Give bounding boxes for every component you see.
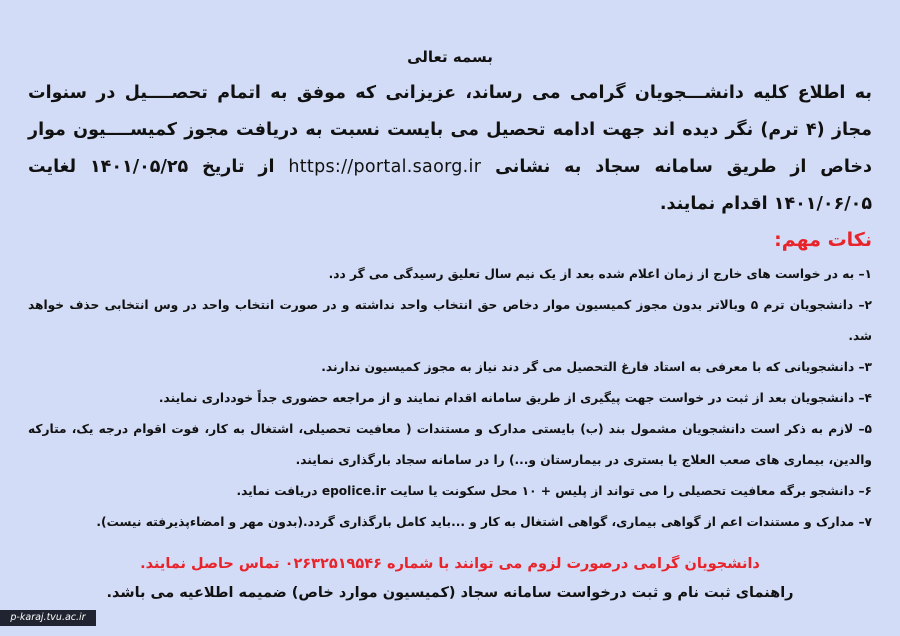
- registration-guide-line: راهنمای ثبت نام و ثبت درخواست سامانه سجاد (کمیسیون موارد خاص) ضمیمه اطلاعیه می باشد.: [106, 585, 794, 601]
- announcement-text-part2: از تاریخ ۱۴۰۱/۰۵/۲۵ لغایت ۱۴۰۱/۰۶/۰۵ اقدام نمایند.: [28, 157, 872, 214]
- note-item: ۲– دانشجویان ترم ۵ وبالاتر بدون مجوز کمیسیون موار دخاص حق انتخاب واحد نداشته و در صورت انتخاب واحد در وس انتخابی حذف خواهد شد.: [28, 298, 872, 343]
- footer: [28, 550, 872, 608]
- note-item: ۱– به در خواست های خارج از زمان اعلام شده بعد از یک نیم سال تعلیق رسیدگی می گر دد.: [328, 267, 872, 281]
- announcement-paragraph: [28, 75, 872, 223]
- site-watermark: p-karaj.tvu.ac.ir: [0, 610, 96, 626]
- contact-phone-line: دانشجویان گرامی درصورت لزوم می توانند با شماره ۰۲۶۳۲۵۱۹۵۴۶ تماس حاصل نمایند.: [140, 556, 760, 572]
- basmala-heading: بسمه تعالی: [407, 48, 493, 66]
- important-notes-heading: نکات مهم:: [774, 229, 872, 251]
- note-item: ۵– لازم به ذکر است دانشجویان مشمول بند (ب) بایستی مدارک و مستندات ( معافیت تحصیلی، اشتغال به کار، فوت اقوام درجه یک، متارکه والدین، بیماری های صعب العلاج یا بستری در بیمارستان و...) را در سامانه سجاد بارگذاری نمایند.: [28, 422, 872, 467]
- note-item: ۷– مدارک و مستندات اعم از گواهی بیماری، گواهی اشتغال به کار و ...باید کامل بارگذاری گردد.(بدون مهر و امضاءپذیرفته نیست).: [96, 515, 872, 529]
- announcement-document: [28, 0, 872, 608]
- note-item: ۳– دانشجویانی که با معرفی به استاد فارغ التحصیل می گر دند نیاز به مجوز کمیسیون ندارند.: [321, 360, 872, 374]
- portal-url: https://portal.saorg.ir: [288, 157, 482, 177]
- note-item: ۴– دانشجویان بعد از ثبت در خواست جهت پیگیری از طریق سامانه اقدام نمایند و از مراجعه حضوری جداً خودداری نمایند.: [158, 391, 872, 405]
- note-item: ۶– دانشجو برگه معافیت تحصیلی را می تواند از پلیس + ۱۰ محل سکونت یا سایت epolice.ir دریافت نماید.: [236, 484, 872, 498]
- notes-list: [28, 259, 872, 538]
- announcement-text-part1: به اطلاع کلیه دانشـــجویان گرامی می رساند، عزیزانی که موفق به اتمام تحصــــیل در سنوات مجاز (۴ ترم) نگر دیده اند جهت ادامه تحصیل می بایست نسبت به دریافت مجوز کمیســــیون موار دخاص از طریق سامانه سجاد به نشانی: [28, 83, 873, 177]
